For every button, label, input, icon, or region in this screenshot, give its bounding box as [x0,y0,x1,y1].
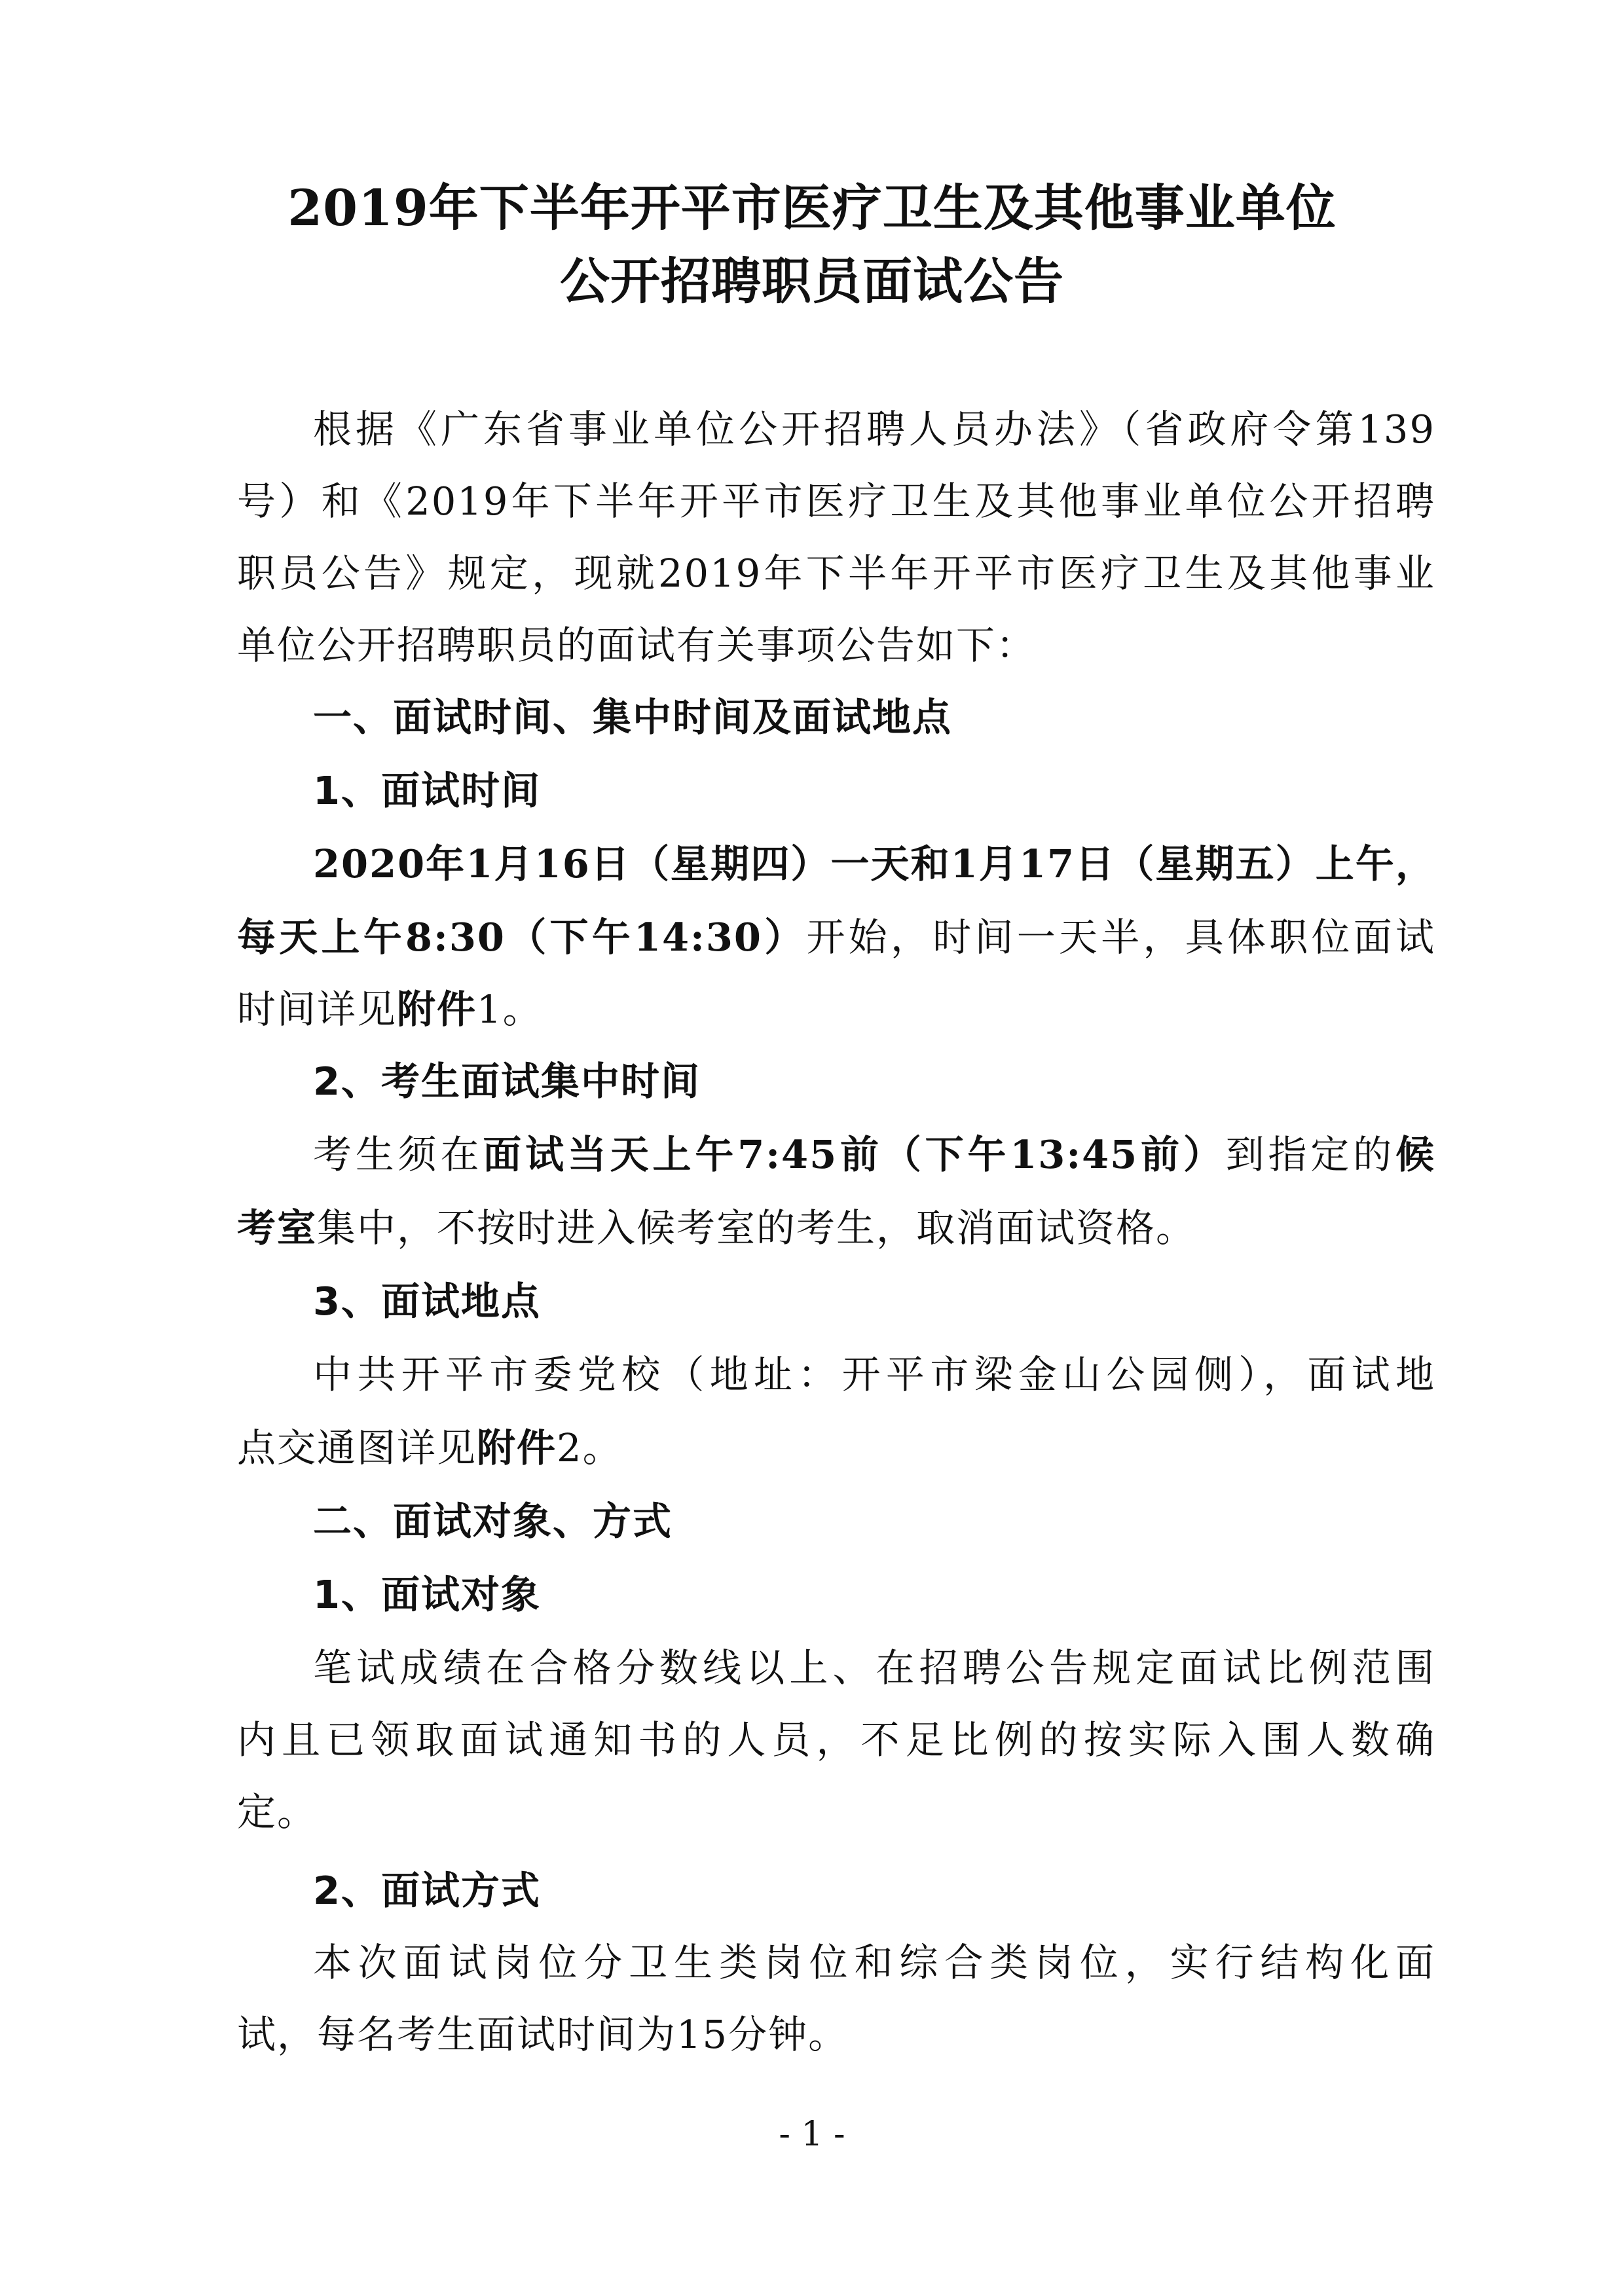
location-line-2 [237,1422,1435,1474]
document-title-line-1: 2019年下半年开平市医疗卫生及其他事业单位 [287,179,1337,237]
candidates-line-3: 定。 [237,1789,318,1834]
interview-time-line-3 [237,983,1435,1036]
section-2-2-heading: 2、面试方式 [313,1868,542,1913]
gather-time-line-1 [313,1129,1435,1181]
method-line-1: 本次面试岗位分卫生类岗位和综合类岗位，实行结构化面 [313,1940,1435,1985]
intro-paragraph-line-4: 单位公开招聘职员的面试有关事项公告如下： [237,623,1037,668]
intro-paragraph-line-2: 号）和《2019年下半年开平市医疗卫生及其他事业单位公开招聘 [237,479,1435,524]
candidates-line-1: 笔试成绩在合格分数线以上、在招聘公告规定面试比例范围 [313,1645,1435,1690]
gather-time-deadline: 面试当天上午7:45前（下午13:45前） [483,1132,1226,1177]
waiting-room-part-2: 考室 [237,1205,318,1250]
gather-time-intro: 考生须在 [313,1132,483,1177]
section-2-heading: 二、面试对象、方式 [313,1499,673,1544]
interview-time-rest: 开始，时间一天半，具体职位面试 [806,915,1435,960]
interview-time-line-1: 2020年1月16日（星期四）一天和1月17日（星期五）上午， [313,841,1435,886]
gather-time-to: 到指定的 [1225,1132,1395,1177]
attachment-1-label: 附件 [397,987,477,1032]
interview-time-see: 时间详见 [237,987,397,1032]
section-1-heading: 一、面试时间、集中时间及面试地点 [313,695,953,740]
intro-paragraph-line-3: 职员公告》规定，现就2019年下半年开平市医疗卫生及其他事业 [237,551,1435,596]
location-map-see: 点交通图详见 [237,1425,477,1470]
section-1-1-heading: 1、面试时间 [313,768,542,813]
waiting-room-part-1: 候 [1395,1132,1435,1177]
attachment-2-number: 2。 [557,1425,623,1470]
document-title-line-2: 公开招聘职员面试公告 [560,252,1064,310]
attachment-2-label: 附件 [477,1425,557,1470]
section-2-1-heading: 1、面试对象 [313,1572,542,1617]
interview-time-line-2 [237,911,1435,964]
attachment-1-number: 1。 [477,987,543,1032]
gather-time-rest: 集中，不按时进入候考室的考生，取消面试资格。 [317,1205,1196,1250]
page-number: - 1 - [779,2115,845,2154]
interview-time-daily-start: 每天上午8:30（下午14:30） [237,915,807,960]
method-line-2: 试，每名考生面试时间为15分钟。 [237,2012,849,2057]
section-1-3-heading: 3、面试地点 [313,1279,542,1324]
candidates-line-2: 内且已领取面试通知书的人员，不足比例的按实际入围人数确 [237,1717,1435,1762]
section-1-2-heading: 2、考生面试集中时间 [313,1059,701,1104]
intro-paragraph-line-1: 根据《广东省事业单位公开招聘人员办法》（省政府令第139 [313,407,1435,452]
location-line-1: 中共开平市委党校（地址：开平市梁金山公园侧），面试地 [313,1352,1435,1397]
gather-time-line-2 [237,1202,1435,1254]
